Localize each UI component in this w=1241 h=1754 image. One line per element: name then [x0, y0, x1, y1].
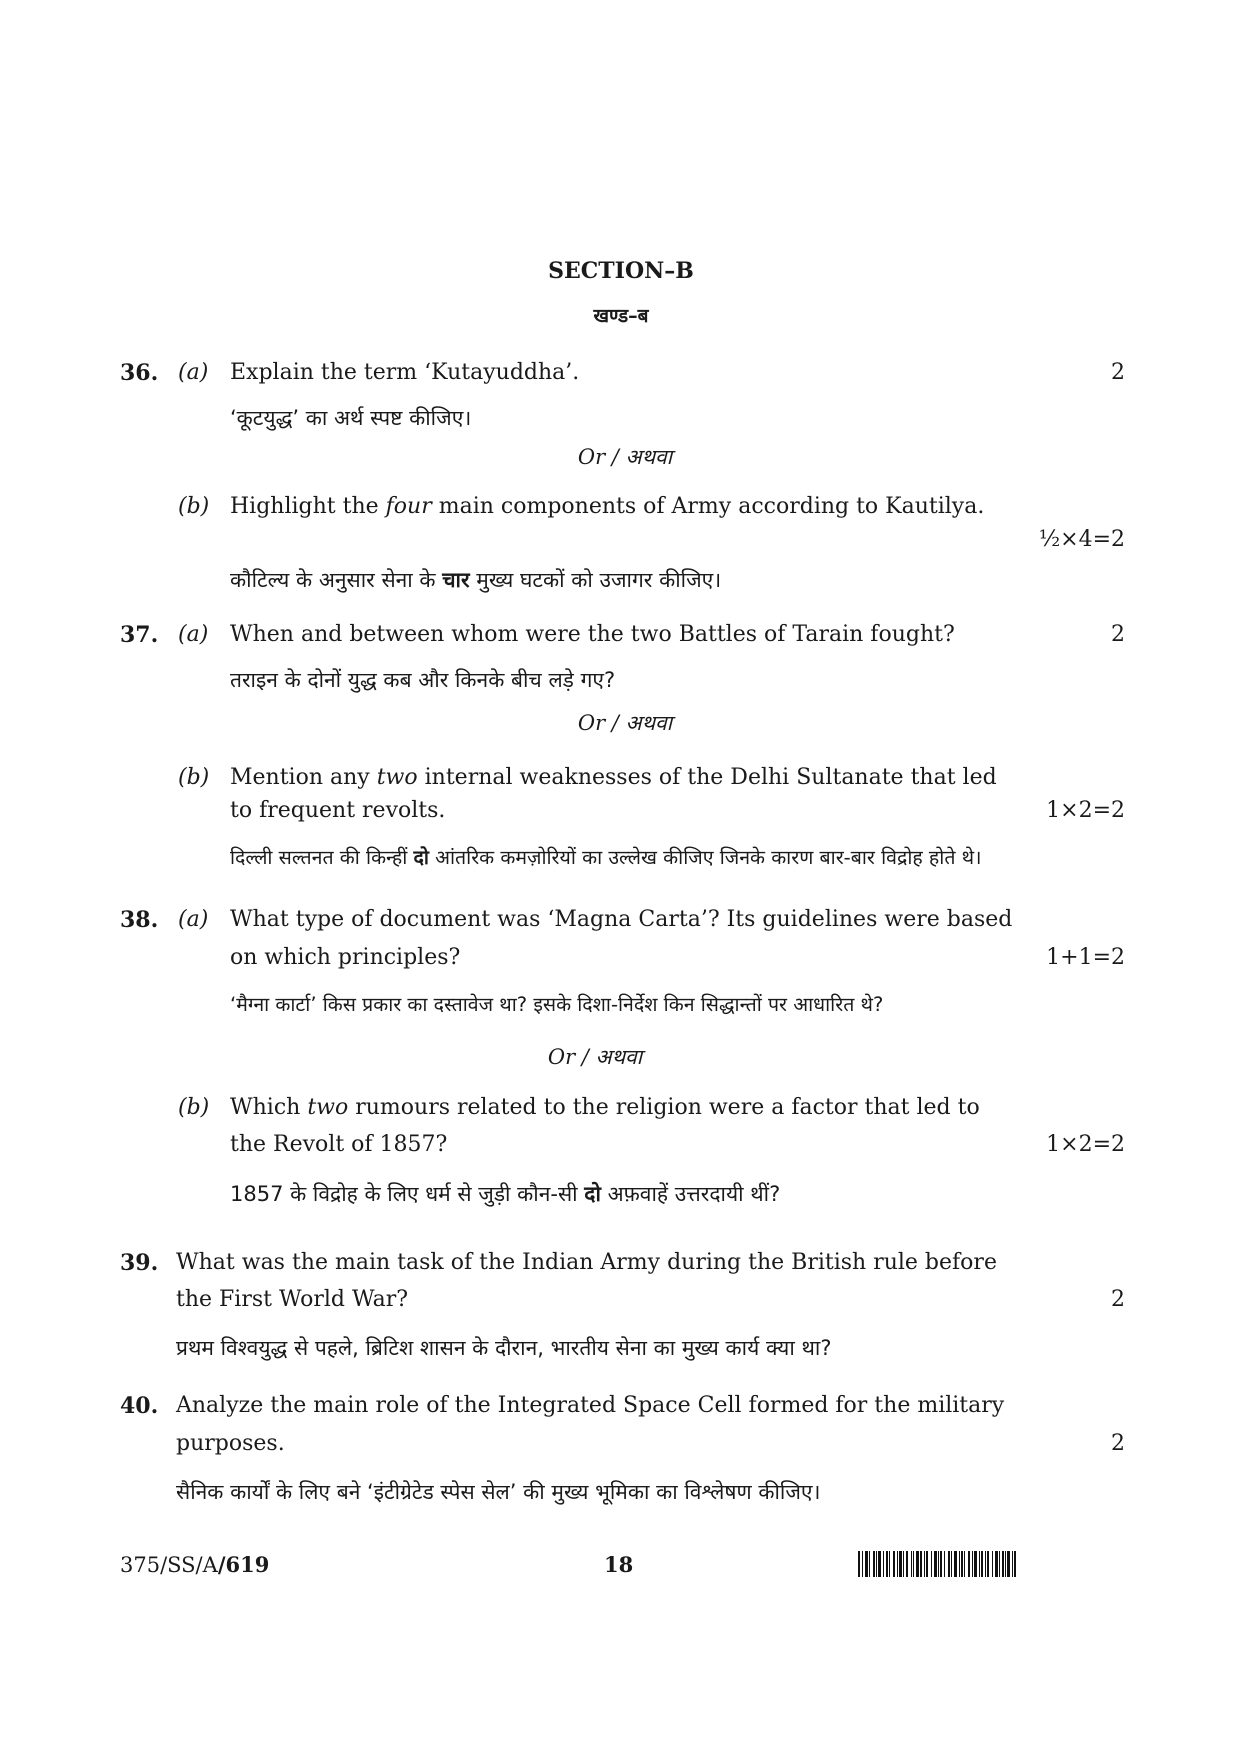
- section-title: SECTION–B: [548, 258, 694, 284]
- q36-b-english: Highlight the four main components of Army according to Kautilya.: [230, 494, 985, 519]
- q37-part-b-label: (b): [178, 765, 210, 790]
- question-number-37: 37.: [120, 622, 159, 648]
- q36-part-a-label: (a): [178, 360, 209, 385]
- q36-a-marks: 2: [1111, 360, 1125, 385]
- q36-part-b-label: (b): [178, 494, 210, 519]
- q39-english-line1: What was the main task of the Indian Army during the British rule before: [176, 1250, 997, 1275]
- q38-a-marks: 1+1=2: [1046, 945, 1125, 970]
- page-number: 18: [604, 1552, 634, 1577]
- q38-part-b-label: (b): [178, 1095, 210, 1120]
- q37-a-hindi: तराइन के दोनों युद्ध कब और किनके बीच लड़े गए?: [230, 668, 616, 692]
- q36-or-label: Or / अथवा: [577, 445, 673, 469]
- q36-b-hindi: कौटिल्य के अनुसार सेना के चार मुख्य घटकों को उजागर कीजिए।: [230, 568, 722, 592]
- q39-hindi: प्रथम विश्वयुद्ध से पहले, ब्रिटिश शासन के दौरान, भारतीय सेना का मुख्य कार्य क्या था?: [176, 1336, 832, 1360]
- q40-marks: 2: [1111, 1431, 1125, 1456]
- question-number-36: 36.: [120, 360, 159, 386]
- paper-code: 375/SS/A/619: [120, 1552, 270, 1577]
- q36-a-english: Explain the term ‘Kutayuddha’.: [230, 360, 580, 385]
- question-number-39: 39.: [120, 1250, 159, 1276]
- q39-marks: 2: [1111, 1287, 1125, 1312]
- question-number-38: 38.: [120, 907, 159, 933]
- q37-b-marks: 1×2=2: [1046, 798, 1125, 823]
- barcode: [858, 1551, 1016, 1577]
- q40-english-line1: Analyze the main role of the Integrated Space Cell formed for the military: [176, 1393, 1005, 1418]
- q40-english-line2: purposes.: [176, 1431, 285, 1456]
- q37-a-english: When and between whom were the two Battles of Tarain fought?: [230, 622, 955, 647]
- q37-part-a-label: (a): [178, 622, 209, 647]
- q36-a-hindi: ‘कूटयुद्ध’ का अर्थ स्पष्ट कीजिए।: [230, 406, 472, 430]
- q37-b-english-line1: Mention any two internal weaknesses of the Delhi Sultanate that led: [230, 765, 997, 790]
- q37-or-label: Or / अथवा: [577, 711, 673, 735]
- section-subtitle: खण्ड–ब: [593, 305, 649, 327]
- q38-a-english-line2: on which principles?: [230, 945, 461, 970]
- q37-b-english-line2: to frequent revolts.: [230, 798, 446, 823]
- q37-b-hindi: दिल्ली सल्तनत की किन्हीं दो आंतरिक कमज़ोरियों का उल्लेख कीजिए जिनके कारण बार-बार विद्रोह होते थे।: [230, 846, 982, 869]
- q38-b-english-line2: the Revolt of 1857?: [230, 1132, 448, 1157]
- q38-b-marks: 1×2=2: [1046, 1132, 1125, 1157]
- q38-a-hindi: ‘मैग्ना कार्टा’ किस प्रकार का दस्तावेज था? इसके दिशा-निर्देश किन सिद्धान्तों पर आधारित थे?: [230, 993, 884, 1016]
- q38-or-label: Or / अथवा: [547, 1045, 643, 1069]
- q40-hindi: सैनिक कार्यों के लिए बने ‘इंटीग्रेटेड स्पेस सेल’ की मुख्य भूमिका का विश्लेषण कीजिए।: [176, 1480, 821, 1504]
- q38-b-english-line1: Which two rumours related to the religion were a factor that led to: [230, 1095, 980, 1120]
- q39-english-line2: the First World War?: [176, 1287, 409, 1312]
- q36-b-marks: ½×4=2: [1038, 527, 1125, 552]
- question-number-40: 40.: [120, 1393, 159, 1419]
- q38-a-english-line1: What type of document was ‘Magna Carta’? Its guidelines were based: [230, 907, 1013, 932]
- q38-b-hindi: 1857 के विद्रोह के लिए धर्म से जुड़ी कौन-सी दो अफ़वाहें उत्तरदायी थीं?: [230, 1182, 781, 1206]
- q37-a-marks: 2: [1111, 622, 1125, 647]
- q38-part-a-label: (a): [178, 907, 209, 932]
